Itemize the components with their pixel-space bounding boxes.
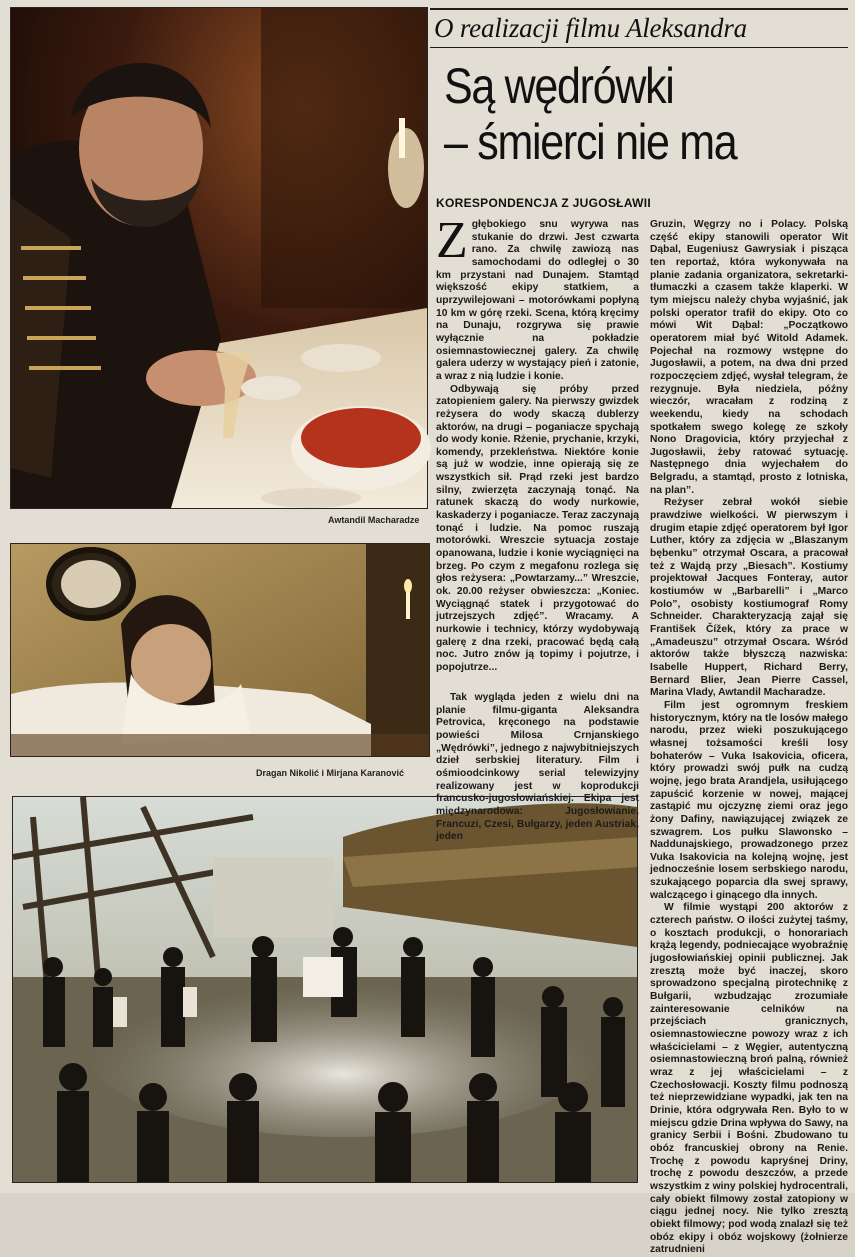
article-column-2 [650, 219, 848, 1256]
paragraph: W filmie wystąpi 200 aktorów z czterech państw. O ilości zużytej taśmy, o kosztach produkcji, o honorariach krążą legendy, podniecające wyobraźnię jugosłowiańskiej opinii publicznej. Jak zresztą może być inaczej, skoro sprowadzono specjalną pirotechnikę z Bułgarii, wzbudzając zrozumiałe zainteresowanie celników na przejściach granicznych, osiemnastowieczne powozy wraz z ich właścicielami – z Węgier, autentyczną osiemnastowieczną broń palną, również wraz z jej właścicielami – z Czechosłowacji. Koszty filmu podnoszą też nieprzewidziane wypadki, jak ten na Drinie, która odgrywała Ren. Było to w miejscu gdzie Drina wpływa do Sawy, na granicy Serbii i Bośni. Zbudowano tu obóz francuskiej obrony na Renie. Trochę z powodu kapryśnej Driny, trochę z powodu deszczów, a przede wszystkim z winy polskiej hydrocentrali, cały obiekt filmowy został zatopiony w ciągu jednej nocy. Nie tylko zresztą obiekt filmowy; pod wodą znalazł się też obóz ekipy i obóz wojskowy (żołnierze zatrudnieni [650, 902, 848, 1256]
headline [444, 58, 788, 170]
kicker: KORESPONDENCJA Z JUGOSŁAWII [436, 196, 652, 210]
paragraph: Tak wygląda jeden z wielu dni na planie filmu-giganta Aleksandra Petrovica, kręconego na podstawie powieści Milosa Crnjanskiego „Wędrówki”, jednego z najwybitniejszych dzieł serbskiej literatury. Film i ośmioodcinkowy serial telewizyjny realizowany jest w koprodukcji francusko-jugosłowiańskiej. Ekipa jest międzynarodowa: Jugosłowianie, Francuzi, Czesi, Bułgarzy, jeden Austriak, jeden [436, 692, 639, 843]
headline-line-2: – śmierci nie ma [444, 114, 737, 170]
photo-banquet-portrait [10, 7, 428, 509]
photo-couple-scene [10, 543, 430, 757]
paragraph: Odbywają się próby przed zatopieniem galery. Na pierwszy gwizdek reżysera do wody skaczą dublerzy aktorów, na drugi – poganiacze spychają do wody konie. Rżenie, prychanie, krzyki, komendy, przekleństwa. Niektóre konie są już w wodzie, inne opierają się ze wszystkich sił. Prąd rzeki jest bardzo silny, zwierzęta zaczynają tonąć. Na ratunek skaczą do wody nurkowie, kaskaderzy i poganiacze. Teraz zaczynają tonąć i ludzie. Na pomoc ruszają motorówki. Wreszcie sytuacja zostaje opanowana, ludzie i konie wyciągnięci na brzeg. Po czym z megafonu rozlega się głos reżysera: „Powtarzamy...” Wreszcie, ok. 20.00 reżyser obwieszcza: „Koniec. Wyciągnąć statek i przygotować do jutrzejszych zdjęć”. Wracamy. A nurkowie i technicy, którzy wydobywają galerę z dna rzeki, pracować będą całą noc. Jutro znów ją topimy i pojutrze, i popojutrze... [436, 383, 639, 673]
caption-photo1: Awtandil Macharadze [328, 515, 420, 525]
header-rule-top [430, 8, 848, 10]
article-column-1 [436, 212, 639, 687]
paragraph: Gruzin, Węgrzy no i Polacy. Polską część ekipy stanowili operator Wit Dąbal, Eugeniusz Gawrysiak i pisząca ten reportaż, która wykonywała na planie zadania organizatora, sekretarki-tłumaczki a czasem także klaperki. W tym miejscu należy chyba wyjaśnić, jak polski operator trafił do ekipy. Oto co mówi Wit Dąbal: „Początkowo operatorem miał być Witold Adamek. Pojechał na rozmowy wstępne do Jugosławii, a potem, na dwa dni przed rozpoczęciem zdjęć, wysłał telegram, że rezygnuje. Była niedziela, późny wieczór, wracałam z rodziną z weekendu, kiedy na schodach spotkałem swego kolegę ze szkoły Nono Dragovicia, który przyjechał z Jugosławii, żeby ratować sytuację. Następnego dnia wyjechałem do Belgradu, a stamtąd, prosto z lotniska, na plan”. [650, 219, 848, 496]
paragraph-text: głębokiego snu wyrywa nas stukanie do drzwi. Jest czwarta rano. Za chwilę zawiozą nas samochodami do odległej o 30 km przystani nad Dunajem. Stamtąd większość ekipy statkiem, a uprzywilejowani – motorówkami popłyną 10 km w górę rzeki. Scena, którą kręcimy na Dunaju, rozgrywa się prawie wyłącznie na pokładzie osiemnastowiecznej galery. Za chwilę galera uderzy w wystający pień i zatonie, a wraz z nią ludzie i konie. [436, 219, 639, 382]
paragraph: Film jest ogromnym freskiem historycznym, który na tle losów małego narodu, przez wieki poszukującego własnej tożsamości kreśli losy bohaterów – Vuka Isakovicia, oficera, który prowadzi swój pułk na cudzą wojnę, jego brata Arandjela, usiłującego zapuścić korzenie w nowej, mającej zastąpić mu ojczyznę ziemi oraz jego żony Dafiny, nawiązującej związek ze szwagrem. Los pułku Slawonsko – Naddunajskiego, prowadzonego przez Vuka Isakovicia na kolejną wojnę, jest jednocześnie losem serbskiego narodu, szukającego poparcia dla swej sprawy, walczącego i ginącego dla innych. [650, 699, 848, 901]
photo-crowd-scene [12, 796, 638, 1183]
paragraph [436, 212, 639, 384]
series-title: O realizacji filmu Aleksandra [434, 13, 747, 43]
headline-line-1: Są wędrówki [444, 58, 674, 114]
header-rule-bottom [430, 47, 848, 48]
caption-photo2: Dragan Nikolić i Mirjana Karanović [256, 768, 405, 778]
article-column-1-continued [436, 692, 639, 843]
drop-cap: Z [436, 212, 468, 269]
paragraph: Reżyser zebrał wokół siebie prawdziwe wielkości. W pierwszym i drugim etapie zdjęć operatorem był Igor Luther, który za zdjęcia w „Blaszanym bębenku” otrzymał Oscara, a pracował też z Wajdą przy „Biesach”. Kostiumy projektował Jacques Fonteray, autor kostiumów w „Barbarelli” i „Marco Polo”, osobisty kostiumograf Romy Schneider. Charakteryzacją zajął się František Čížek, który za prace w „Amadeuszu” otrzymał Oscara. Wśród aktorów także błyszczą nazwiska: Isabelle Huppert, Richard Berry, Bernard Blier, Jean Pierre Cassel, Marina Vlady, Awtandil Macharadze. [650, 497, 848, 699]
